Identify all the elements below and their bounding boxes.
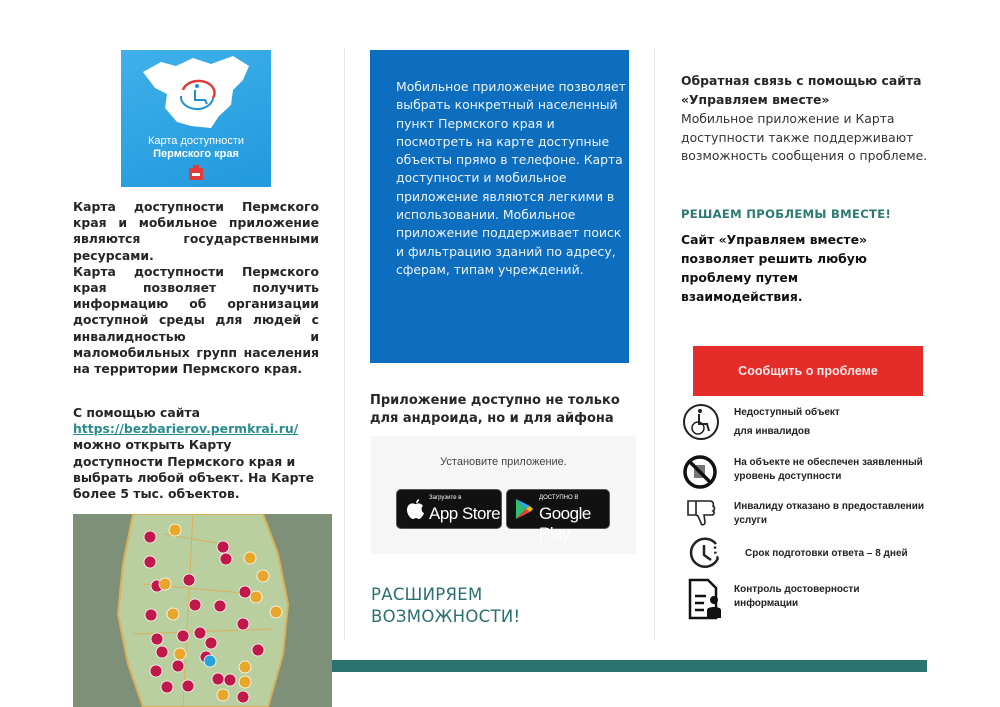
issue-item — [682, 497, 927, 529]
no-access-icon — [682, 454, 718, 490]
thumbs-down-icon — [686, 497, 718, 529]
column-divider — [654, 48, 655, 640]
column-divider — [344, 48, 345, 640]
map-marker — [250, 591, 262, 603]
map-marker — [151, 633, 163, 645]
app-store-small: Загрузите в — [429, 495, 462, 501]
google-play-small: ДОСТУПНО В — [539, 495, 579, 501]
intro-paragraph-2: Карта доступности Пермского края позволяет получить информацию об организации доступной среды для людей с инвалидностью и маломобильных групп населения на территории Пермского края. — [73, 263, 319, 377]
map-marker — [167, 608, 179, 620]
map-marker — [150, 665, 162, 677]
issue-label: услуги — [734, 515, 767, 526]
app-stores-panel — [371, 436, 636, 554]
issue-label: информации — [734, 598, 799, 609]
apple-icon — [405, 498, 425, 520]
map-marker — [174, 648, 186, 660]
issue-item — [682, 454, 927, 490]
slogan-line-1: РАСШИРЯЕМ — [371, 585, 483, 604]
google-play-label: Google Play — [539, 504, 591, 543]
slogan — [371, 584, 520, 628]
accessibility-map-logo — [121, 50, 271, 187]
issue-label: Недоступный объект — [734, 407, 840, 418]
issue-item — [682, 402, 927, 442]
solve-title: РЕШАЕМ ПРОБЛЕМЫ ВМЕСТЕ! — [681, 207, 892, 221]
solve-body: Сайт «Управляем вместе» позволяет решить любую проблему путем взаимодействия. — [681, 232, 868, 304]
map-marker — [220, 553, 232, 565]
map-marker — [144, 531, 156, 543]
map-marker — [161, 681, 173, 693]
map-marker — [217, 689, 229, 701]
google-play-button[interactable] — [506, 489, 610, 543]
logo-title: Карта доступности — [147, 135, 245, 147]
map-marker — [212, 673, 224, 685]
site-description: можно открыть Карту доступности Пермского края и выбрать любой объект. На Карте более 5 тыс. объектов. — [73, 437, 315, 502]
map-marker — [237, 618, 249, 630]
feedback-body: Мобильное приложение и Карта доступности также поддерживают возможность сообщения о проблеме. — [681, 111, 928, 163]
map-marker — [204, 655, 216, 667]
map-marker — [189, 599, 201, 611]
map-marker — [252, 644, 264, 656]
clock-icon — [688, 536, 724, 572]
issue-label: уровень доступности — [734, 471, 842, 482]
accessibility-map-image — [73, 514, 332, 707]
map-marker — [177, 630, 189, 642]
map-marker — [169, 524, 181, 536]
site-intro: С помощью сайта — [73, 405, 200, 420]
map-marker — [270, 606, 282, 618]
map-marker — [239, 661, 251, 673]
issue-label: Контроль достоверности — [734, 584, 860, 595]
slogan-line-2: ВОЗМОЖНОСТИ! — [371, 607, 521, 626]
intro-paragraph-1: Карта доступности Пермского края и мобильное приложение являются государственными ресурсами. — [73, 199, 319, 263]
map-marker — [182, 680, 194, 692]
issue-label: На объекте не обеспечен заявленный — [734, 457, 923, 468]
intro-text — [73, 199, 319, 377]
coat-of-arms-icon — [187, 165, 205, 181]
map-marker — [145, 609, 157, 621]
app-description-box — [370, 50, 629, 363]
site-link[interactable]: https://bezbarierov.permkrai.ru/ — [73, 421, 299, 437]
map-marker — [159, 578, 171, 590]
app-store-label: App Store — [429, 504, 501, 523]
map-marker — [237, 691, 249, 703]
logo-subtitle: Пермского края — [153, 148, 239, 160]
issue-item — [682, 536, 927, 572]
map-markers — [73, 514, 332, 707]
wheelchair-icon — [682, 402, 722, 442]
map-marker — [217, 541, 229, 553]
map-marker — [183, 574, 195, 586]
issue-label: для инвалидов — [734, 426, 811, 437]
report-problem-button[interactable]: Сообщить о проблеме — [693, 346, 923, 396]
issue-label: Инвалиду отказано в предоставлении — [734, 501, 924, 512]
map-marker — [156, 646, 168, 658]
map-marker — [257, 570, 269, 582]
map-marker — [239, 586, 251, 598]
install-prompt: Установите приложение. — [440, 456, 567, 468]
issue-item — [682, 578, 927, 620]
google-play-icon — [514, 498, 534, 520]
map-marker — [214, 600, 226, 612]
app-description: Мобильное приложение позволяет выбрать конкретный населенный пункт Пермского края и посмотреть на карте доступные объекты прямо в телефоне. Карта доступности и мобильное приложение являются легкими в использовании. Мобильное приложение поддерживает поиск и фильтрацию зданий по адресу, сферам, типам учреждений. — [396, 79, 626, 277]
site-info-text — [73, 405, 323, 502]
feedback-title: Обратная связь с помощью сайта «Управляем вместе» — [681, 73, 922, 107]
map-marker — [224, 674, 236, 686]
footer-bar — [332, 660, 927, 672]
availability-text: Приложение доступно не только для андроида, но и для айфона — [370, 393, 620, 426]
issue-label: Срок подготовки ответа – 8 дней — [745, 548, 908, 559]
map-marker — [205, 637, 217, 649]
map-marker — [172, 660, 184, 672]
map-marker — [144, 556, 156, 568]
map-marker — [244, 552, 256, 564]
app-store-button[interactable] — [396, 489, 502, 529]
map-marker — [239, 676, 251, 688]
map-marker — [194, 627, 206, 639]
document-check-icon — [688, 578, 728, 620]
